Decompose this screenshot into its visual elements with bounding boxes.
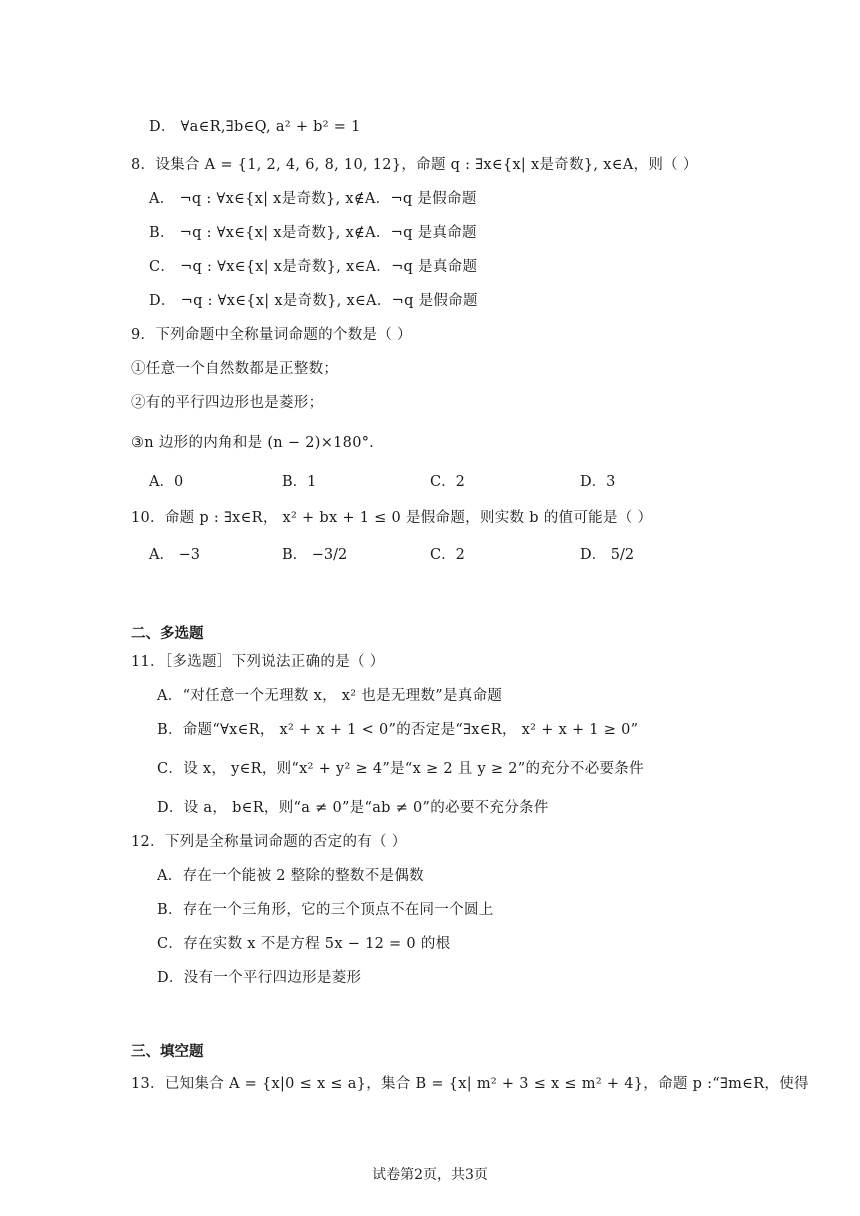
q7-option-d: D． ∀a∈R,∃b∈Q, a² + b² = 1 [149,119,361,135]
page-footer: 试卷第2页，共3页 [372,1167,488,1183]
q11-option-a: A．“对任意一个无理数 x， x² 也是无理数”是真命题 [157,688,503,704]
q8-stem: 8．设集合 A = {1, 2, 4, 6, 8, 10, 12}，命题 q : ∃x∈{x| x是奇数}, x∈A，则（ ） [131,157,698,173]
q11-option-b: B．命题“∀x∈R， x² + x + 1 < 0”的否定是“∃x∈R， x² + x + 1 ≥ 0” [157,722,639,738]
q10-option-a: A． −3 [149,547,200,563]
q9-option-d: D．3 [580,474,616,490]
q12-option-a: A．存在一个能被 2 整除的整数不是偶数 [157,868,424,884]
q12-option-c: C．存在实数 x 不是方程 5x − 12 = 0 的根 [157,936,451,952]
q8-option-c: C． ¬q : ∀x∈{x| x是奇数}, x∈A．¬q 是真命题 [149,259,478,275]
q9-item-3: ③n 边形的内角和是 (n − 2)×180°． [131,435,385,451]
q9-option-b: B．1 [282,474,317,490]
q10-option-b: B． −3/2 [282,547,348,563]
q12-option-d: D．没有一个平行四边形是菱形 [157,970,362,986]
q10-option-c: C．2 [430,547,465,563]
q12-option-b: B．存在一个三角形，它的三个顶点不在同一个圆上 [157,902,494,918]
q10-stem: 10．命题 p : ∃x∈R， x² + bx + 1 ≤ 0 是假命题，则实数 b 的值可能是（ ） [131,510,653,526]
q10-option-d: D． 5/2 [580,547,635,563]
q9-item-2: ②有的平行四边形也是菱形； [131,395,324,411]
q9-option-c: C．2 [430,474,465,490]
q13-stem: 13．已知集合 A = {x|0 ≤ x ≤ a}，集合 B = {x| m² + 3 ≤ x ≤ m² + 4}，命题 p :“∃m∈R，使得 [131,1076,809,1092]
q12-stem: 12．下列是全称量词命题的否定的有（ ） [131,834,407,850]
q11-stem: 11．［多选题］下列说法正确的是（ ） [131,654,385,670]
q8-option-a: A． ¬q : ∀x∈{x| x是奇数}, x∉A．¬q 是假命题 [149,191,477,207]
q9-stem: 9．下列命题中全称量词命题的个数是（ ） [131,327,412,343]
q8-option-b: B． ¬q : ∀x∈{x| x是奇数}, x∉A．¬q 是真命题 [149,225,477,241]
q11-option-d: D．设 a， b∈R，则“a ≠ 0”是“ab ≠ 0”的必要不充分条件 [157,800,549,816]
section-heading-fill-in: 三、填空题 [131,1044,204,1060]
q9-item-1: ①任意一个自然数都是正整数； [131,361,339,377]
q9-option-a: A．0 [149,474,184,490]
q8-option-d: D． ¬q : ∀x∈{x| x是奇数}, x∈A．¬q 是假命题 [149,293,478,309]
section-heading-multiple-choice: 二、多选题 [131,626,204,642]
q11-option-c: C．设 x， y∈R，则“x² + y² ≥ 4”是“x ≥ 2 且 y ≥ 2”的充分不必要条件 [157,761,644,777]
